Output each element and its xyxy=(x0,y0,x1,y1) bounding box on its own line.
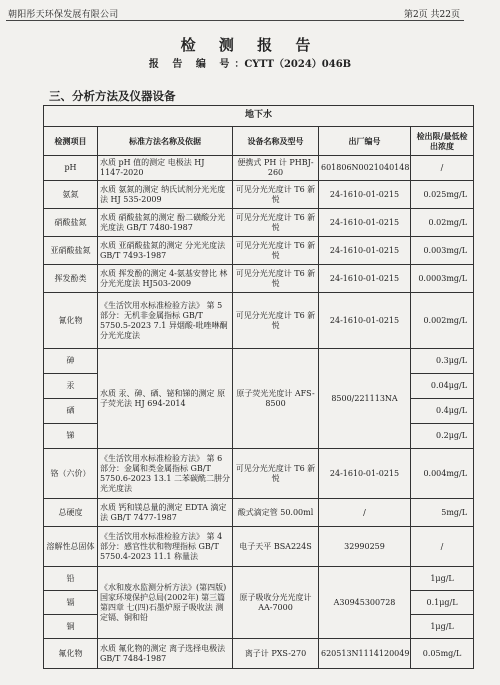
cell-serial: 24-1610-01-0215 xyxy=(319,237,411,265)
table-row xyxy=(44,527,474,567)
page-number: 第2页 共22页 xyxy=(403,10,460,20)
cell-method: 《生活饮用水标准检验方法》 第 5 部分：无机非金属指标 GB/T 5750.5-2023 7.1 异烟酸-吡唑啉酮分光光度法 xyxy=(98,293,233,349)
cell-item: 溶解性总固体 xyxy=(44,527,98,567)
col-header: 出厂编号 xyxy=(319,127,411,156)
cell-serial: 32990259 xyxy=(319,527,411,567)
col-header: 检测项目 xyxy=(44,127,98,156)
cell-serial: 8500/221113NA xyxy=(319,349,411,449)
cell-device: 原子荧光光度计 AFS-8500 xyxy=(233,349,319,449)
cell-limit: 0.3μg/L xyxy=(411,349,474,374)
table-row xyxy=(44,639,474,669)
cell-method: 水质 汞、砷、硒、铋和锑的测定 原子荧光法 HJ 694-2014 xyxy=(98,349,233,449)
cell-item: 硝酸盐氮 xyxy=(44,209,98,237)
header-rule xyxy=(6,20,464,21)
cell-serial: / xyxy=(319,499,411,527)
cell-item: pH xyxy=(44,156,98,181)
cell-device: 可见分光光度计 T6 新悦 xyxy=(233,293,319,349)
cell-item: 硒 xyxy=(44,399,98,424)
cell-device: 离子计 PXS-270 xyxy=(233,639,319,669)
cell-method: 水质 pH 值的测定 电极法 HJ 1147-2020 xyxy=(98,156,233,181)
cell-serial: 24-1610-01-0215 xyxy=(319,265,411,293)
cell-item: 氟化物 xyxy=(44,639,98,669)
cell-device: 电子天平 BSA224S xyxy=(233,527,319,567)
cell-limit: 0.2μg/L xyxy=(411,424,474,449)
cell-device: 酸式滴定管 50.00ml xyxy=(233,499,319,527)
table-row xyxy=(44,449,474,499)
cell-method: 水质 氨氮的测定 纳氏试剂分光光度法 HJ 535-2009 xyxy=(98,181,233,209)
report-number-label: 报 告 编 号 xyxy=(148,59,235,70)
cell-limit: 5mg/L xyxy=(411,499,474,527)
table-row xyxy=(44,293,474,349)
cell-device: 可见分光光度计 T6 新悦 xyxy=(233,237,319,265)
cell-serial: 601806N0021040148 xyxy=(319,156,411,181)
report-number xyxy=(0,55,500,70)
cell-limit: 0.1μg/L xyxy=(411,591,474,615)
cell-item: 挥发酚类 xyxy=(44,265,98,293)
cell-limit: 0.002mg/L xyxy=(411,293,474,349)
section-title: 三、分析方法及仪器设备 xyxy=(49,89,176,103)
cell-item: 锑 xyxy=(44,424,98,449)
col-header: 标准方法名称及依据 xyxy=(98,127,233,156)
cell-device: 可见分光光度计 T6 新悦 xyxy=(233,449,319,499)
table-row xyxy=(44,567,474,591)
cell-method: 《生活饮用水标准检验方法》 第 4 部分：感官性状和物理指标 GB/T 5750.4-2023 11.1 称量法 xyxy=(98,527,233,567)
cell-item: 镉 xyxy=(44,591,98,615)
cell-limit: 0.004mg/L xyxy=(411,449,474,499)
table-row xyxy=(44,156,474,181)
cell-device: 便携式 PH 计 PHBJ-260 xyxy=(233,156,319,181)
table-row xyxy=(44,349,474,374)
cell-serial: 24-1610-01-0215 xyxy=(319,209,411,237)
cell-limit: / xyxy=(411,156,474,181)
cell-method: 《生活饮用水标准检验方法》 第 6 部分：金属和类金属指标 GB/T 5750.6-2023 13.1 二苯碳酰二肼分光光度法 xyxy=(98,449,233,499)
col-header: 检出限/最低检出浓度 xyxy=(411,127,474,156)
table-row xyxy=(44,499,474,527)
header-row xyxy=(44,127,474,156)
group-label: 地下水 xyxy=(44,106,474,127)
group-row xyxy=(44,106,474,127)
cell-device: 可见分光光度计 T6 新悦 xyxy=(233,209,319,237)
report-title: 检 测 报 告 xyxy=(180,36,320,54)
cell-item: 氨氮 xyxy=(44,181,98,209)
cell-serial: 24-1610-01-0215 xyxy=(319,449,411,499)
cell-serial: 620513N1114120049 xyxy=(319,639,411,669)
report-number-value: ：CYTT（2024）046B xyxy=(234,59,352,70)
cell-limit: 0.02mg/L xyxy=(411,209,474,237)
cell-item: 总硬度 xyxy=(44,499,98,527)
cell-limit: 0.0003mg/L xyxy=(411,265,474,293)
cell-item: 氰化物 xyxy=(44,293,98,349)
cell-item: 铬（六价） xyxy=(44,449,98,499)
cell-method: 水质 钙和镁总量的测定 EDTA 滴定法 GB/T 7477-1987 xyxy=(98,499,233,527)
table-row xyxy=(44,265,474,293)
cell-method: 水质 氟化物的测定 离子选择电极法 GB/T 7484-1987 xyxy=(98,639,233,669)
cell-limit: 0.04μg/L xyxy=(411,374,474,399)
cell-item: 汞 xyxy=(44,374,98,399)
cell-serial: 24-1610-01-0215 xyxy=(319,293,411,349)
cell-item: 铜 xyxy=(44,615,98,639)
cell-device: 可见分光光度计 T6 新悦 xyxy=(233,181,319,209)
methods-table xyxy=(43,105,474,669)
table-row xyxy=(44,209,474,237)
cell-method: 水质 亚硝酸盐氮的测定 分光光度法 GB/T 7493-1987 xyxy=(98,237,233,265)
cell-limit: 1μg/L xyxy=(411,567,474,591)
col-header: 设备名称及型号 xyxy=(233,127,319,156)
cell-limit: 1μg/L xyxy=(411,615,474,639)
cell-device: 原子吸收分光光度计 AA-7000 xyxy=(233,567,319,639)
cell-item: 铅 xyxy=(44,567,98,591)
cell-limit: 0.05mg/L xyxy=(411,639,474,669)
cell-method: 《水和废水监测分析方法》(第四版) 国家环境保护总局(2002年) 第三篇 第四章 七(四)石墨炉原子吸收法 测定镉、铜和铅 xyxy=(98,567,233,639)
cell-method: 水质 硝酸盐氮的测定 酚二磺酸分光光度法 GB/T 7480-1987 xyxy=(98,209,233,237)
cell-serial: 24-1610-01-0215 xyxy=(319,181,411,209)
cell-item: 亚硝酸盐氮 xyxy=(44,237,98,265)
cell-limit: 0.4μg/L xyxy=(411,399,474,424)
cell-serial: A30945300728 xyxy=(319,567,411,639)
cell-limit: / xyxy=(411,527,474,567)
cell-method: 水质 挥发酚的测定 4-氨基安替比 林分光光度法 HJ503-2009 xyxy=(98,265,233,293)
cell-limit: 0.025mg/L xyxy=(411,181,474,209)
table-row xyxy=(44,181,474,209)
cell-device: 可见分光光度计 T6 新悦 xyxy=(233,265,319,293)
table-row xyxy=(44,237,474,265)
cell-item: 砷 xyxy=(44,349,98,374)
cell-limit: 0.003mg/L xyxy=(411,237,474,265)
company-name: 朝阳彤天环保发展有限公司 xyxy=(8,10,119,20)
